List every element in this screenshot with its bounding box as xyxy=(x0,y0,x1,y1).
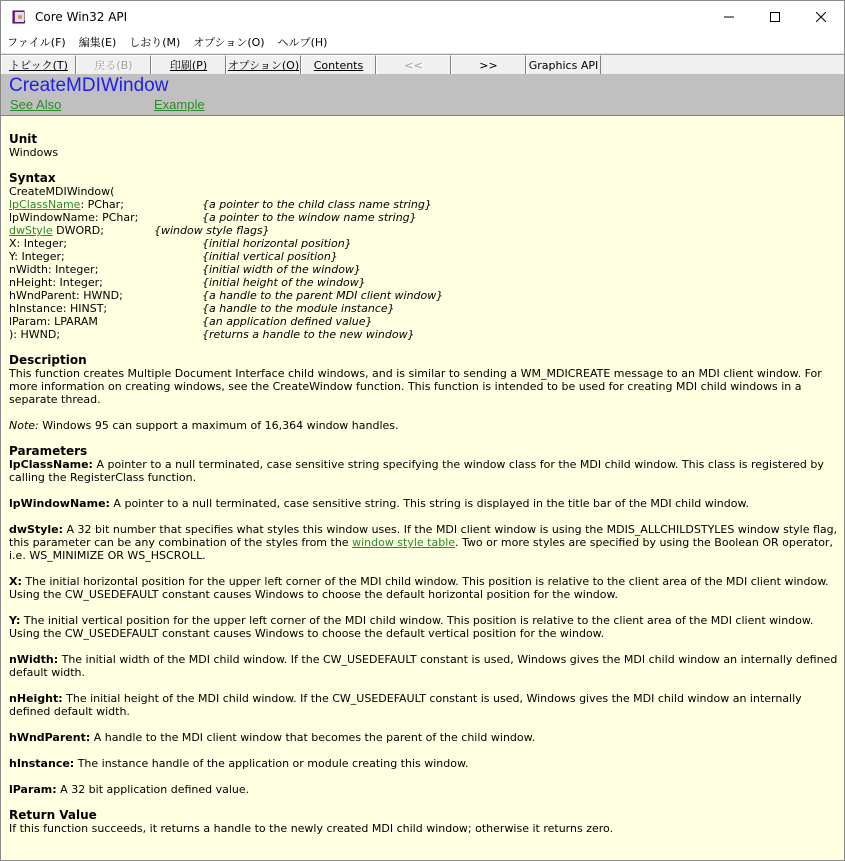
syntax-line: dwStyle DWORD; xyxy=(9,224,104,237)
graphics-api-button[interactable]: Graphics API xyxy=(526,55,601,75)
param-hinstance: hInstance: The instance handle of the application or module creating this window. xyxy=(9,757,469,770)
param-dwstyle: dwStyle: A 32 bit number that specifies what styles this window uses. If the MDI client window is using the MDIS_ALLCHILDSTYLES window style flag, this parameter can be any combination of the styles from the window style table. Two or more styles are specified by using the Boolean OR operator, i.e. WS_MINIMIZE OR WS_HSCROLL. xyxy=(9,523,838,562)
syntax-line: nWidth: Integer; xyxy=(9,263,99,276)
minimize-button[interactable] xyxy=(706,1,752,33)
syntax-line: Y: Integer; xyxy=(9,250,65,263)
syntax-comment: {a pointer to the child class name string} xyxy=(202,198,432,211)
unit-heading: Unit xyxy=(9,132,38,146)
param-nwidth: nWidth: The initial width of the MDI child window. If the CW_USEDEFAULT constant is used, Windows gives the MDI child window an internally defined default width. xyxy=(9,653,838,679)
param-lpclassname: lpClassName: A pointer to a null terminated, case sensitive string specifying the window class for the MDI child window. This class is registered by calling the RegisterClass function. xyxy=(9,458,824,484)
syntax-open: CreateMDIWindow( xyxy=(9,185,115,198)
syntax-comment: {initial horizontal position} xyxy=(202,237,352,250)
description-heading: Description xyxy=(9,353,87,367)
topic-header xyxy=(1,74,844,116)
dwstyle-link[interactable]: dwStyle xyxy=(9,224,53,237)
maximize-icon xyxy=(770,12,780,22)
description-note: Note: Windows 95 can support a maximum of 16,364 window handles. xyxy=(9,419,399,432)
param-nheight: nHeight: The initial height of the MDI child window. If the CW_USEDEFAULT constant is used, Windows gives the MDI child window an internally defined default width. xyxy=(9,692,802,718)
syntax-line: hInstance: HINST; xyxy=(9,302,108,315)
maximize-button[interactable] xyxy=(752,1,798,33)
minimize-icon xyxy=(724,12,734,22)
see-also-link[interactable]: See Also xyxy=(10,97,62,112)
syntax-line: hWndParent: HWND; xyxy=(9,289,123,302)
return-value-text: If this function succeeds, it returns a handle to the newly created MDI child window; otherwise it returns zero. xyxy=(9,822,614,835)
description-text: This function creates Multiple Document Interface child windows, and is similar to sending a WM_MDICREATE message to an MDI client window. For more information on creating windows, see the CreateWindow function. This function is intended to be used for creating MDI child windows in a separate thread. xyxy=(9,367,822,406)
syntax-comment: {a pointer to the window name string} xyxy=(202,211,417,224)
example-link[interactable]: Example xyxy=(154,97,205,112)
param-x: X: The initial horizontal position for the upper left corner of the MDI child window. This position is relative to the client area of the MDI client window. Using the CW_USEDEFAULT constant causes Windows to choose the default horizontal position for the window. xyxy=(9,575,829,601)
button-bar xyxy=(1,54,844,76)
menu-help[interactable]: ヘルプ(H) xyxy=(277,36,328,49)
menu-edit[interactable]: 編集(E) xyxy=(78,36,117,49)
window-title: Core Win32 API xyxy=(35,10,128,24)
syntax-line: lpWindowName: PChar; xyxy=(9,211,139,224)
help-book-icon xyxy=(11,9,27,25)
syntax-line: lParam: LPARAM xyxy=(9,315,98,328)
menu-options[interactable]: オプション(O) xyxy=(193,36,265,49)
menu-bookmark[interactable]: しおり(M) xyxy=(129,36,181,49)
syntax-line: lpClassName: PChar; xyxy=(9,198,124,211)
menu-bar xyxy=(1,33,844,54)
syntax-line: ): HWND; xyxy=(9,328,61,341)
browse-next-button[interactable]: >> xyxy=(451,55,526,75)
syntax-comment: {initial vertical position} xyxy=(202,250,338,263)
syntax-comment: {a handle to the module instance} xyxy=(202,302,395,315)
syntax-line: X: Integer; xyxy=(9,237,68,250)
close-button[interactable] xyxy=(798,1,844,33)
syntax-comment: {a handle to the parent MDI client window} xyxy=(202,289,444,302)
back-button[interactable]: 戻る(B) xyxy=(76,55,151,75)
syntax-comment: {window style flags} xyxy=(154,224,270,237)
return-value-heading: Return Value xyxy=(9,808,97,822)
parameters-heading: Parameters xyxy=(9,444,88,458)
syntax-line: nHeight: Integer; xyxy=(9,276,103,289)
browse-prev-button[interactable]: << xyxy=(376,55,451,75)
print-button[interactable]: 印刷(P) xyxy=(151,55,226,75)
topic-content xyxy=(1,116,844,860)
unit-value: Windows xyxy=(9,146,59,159)
menu-file[interactable]: ファイル(F) xyxy=(7,36,66,49)
lpclassname-link[interactable]: lpClassName xyxy=(9,198,81,211)
syntax-comment: {returns a handle to the new window} xyxy=(202,328,415,341)
param-lparam: lParam: A 32 bit application defined value. xyxy=(9,783,250,796)
syntax-comment: {an application defined value} xyxy=(202,315,373,328)
syntax-heading: Syntax xyxy=(9,171,56,185)
title-bar[interactable] xyxy=(1,1,844,33)
window-style-table-link[interactable]: window style table xyxy=(352,536,456,549)
page-title: CreateMDIWindow xyxy=(9,75,169,96)
param-lpwindowname: lpWindowName: A pointer to a null terminated, case sensitive string. This string is displayed in the title bar of the MDI child window. xyxy=(9,497,749,510)
topics-button[interactable]: トピック(T) xyxy=(1,55,76,75)
note-label: Note: xyxy=(9,419,39,432)
contents-button[interactable]: Contents xyxy=(301,55,376,75)
syntax-comment: {initial width of the window} xyxy=(202,263,361,276)
syntax-comment: {initial height of the window} xyxy=(202,276,366,289)
param-y: Y: The initial vertical position for the upper left corner of the MDI child window. This position is relative to the client area of the MDI client window. Using the CW_USEDEFAULT constant causes Windows to choose the default vertical position for the window. xyxy=(9,614,814,640)
param-hwndparent: hWndParent: A handle to the MDI client window that becomes the parent of the child window. xyxy=(9,731,536,744)
close-icon xyxy=(816,12,826,22)
options-button[interactable]: オプション(O) xyxy=(226,55,301,75)
